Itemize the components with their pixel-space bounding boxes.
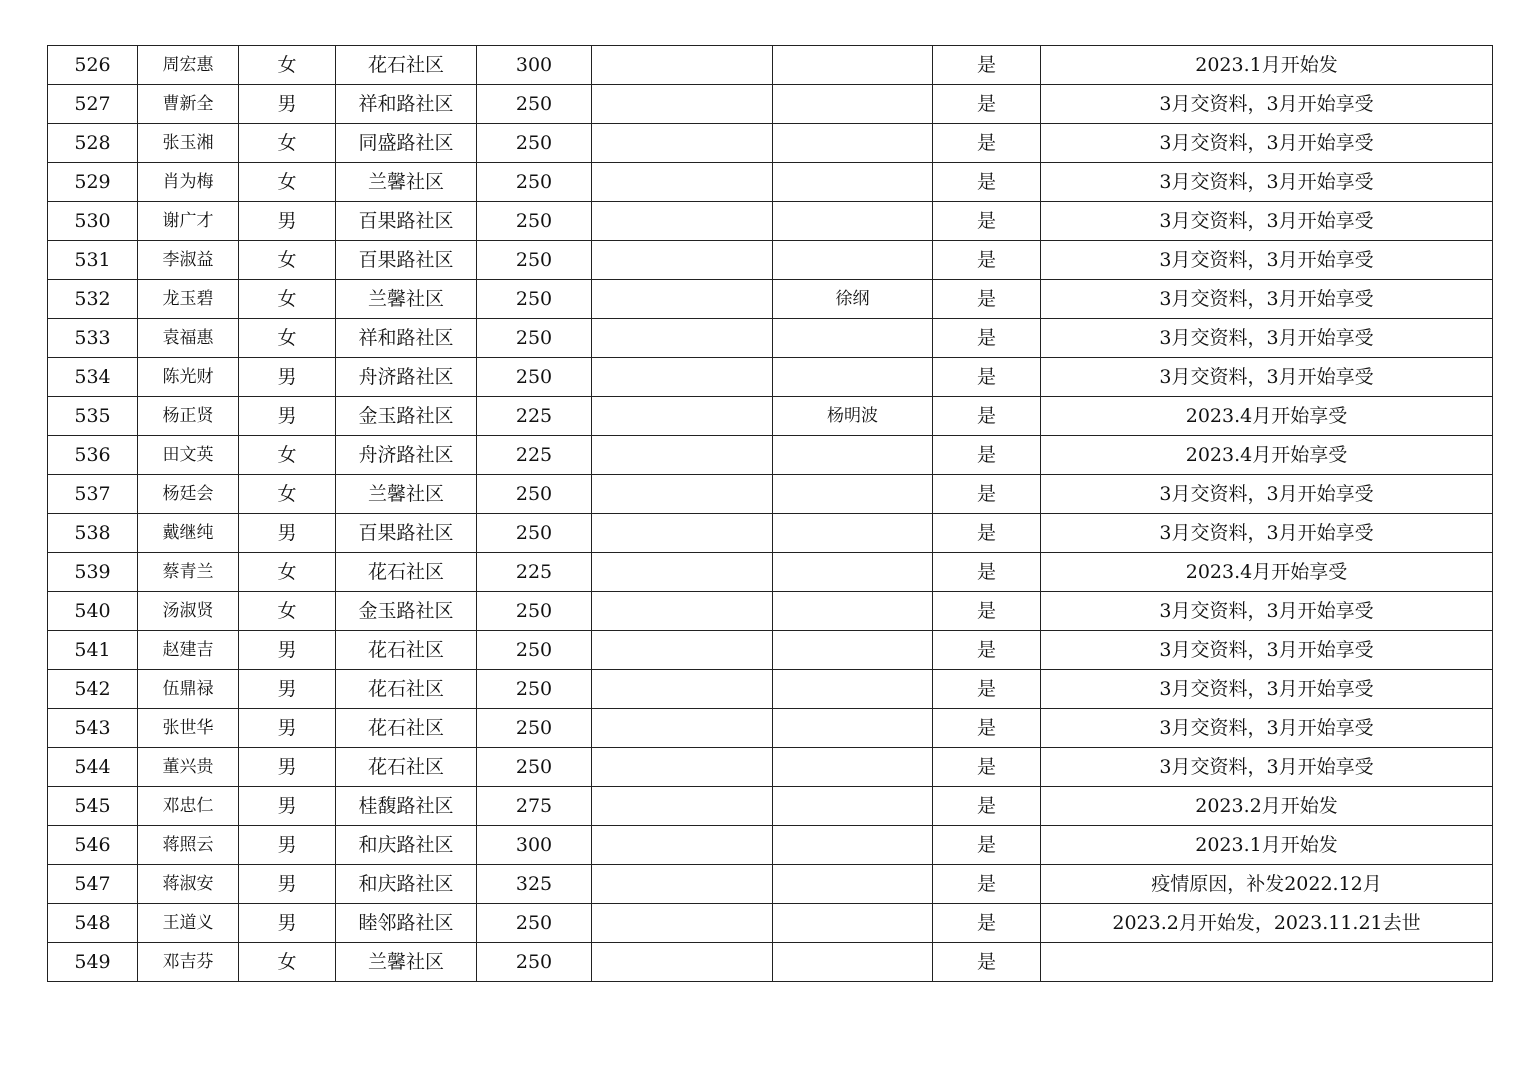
name-cell: 杨廷会: [138, 475, 239, 514]
community-cell: 兰馨社区: [336, 280, 477, 319]
table-row: [48, 319, 1493, 358]
agent-cell: [773, 592, 933, 631]
gender-cell: 男: [239, 787, 336, 826]
gender-cell: 男: [239, 202, 336, 241]
flag-cell: 是: [933, 631, 1041, 670]
note-cell: 2023.2月开始发，2023.11.21去世: [1041, 904, 1493, 943]
blank-cell: [592, 241, 773, 280]
table-row: [48, 553, 1493, 592]
amount-cell: 250: [477, 124, 592, 163]
blank-cell: [592, 709, 773, 748]
table-row: [48, 592, 1493, 631]
flag-cell: 是: [933, 475, 1041, 514]
community-cell: 和庆路社区: [336, 826, 477, 865]
table-row: [48, 436, 1493, 475]
flag-cell: 是: [933, 865, 1041, 904]
note-cell: 疫情原因，补发2022.12月: [1041, 865, 1493, 904]
agent-cell: [773, 85, 933, 124]
flag-cell: 是: [933, 709, 1041, 748]
row-number-cell: 540: [48, 592, 138, 631]
community-cell: 兰馨社区: [336, 943, 477, 982]
flag-cell: 是: [933, 904, 1041, 943]
note-cell: 3月交资料，3月开始享受: [1041, 163, 1493, 202]
flag-cell: 是: [933, 124, 1041, 163]
flag-cell: 是: [933, 397, 1041, 436]
blank-cell: [592, 943, 773, 982]
table-row: [48, 514, 1493, 553]
flag-cell: 是: [933, 163, 1041, 202]
name-cell: 陈光财: [138, 358, 239, 397]
name-cell: 蔡青兰: [138, 553, 239, 592]
amount-cell: 250: [477, 709, 592, 748]
amount-cell: 250: [477, 163, 592, 202]
gender-cell: 男: [239, 904, 336, 943]
gender-cell: 女: [239, 943, 336, 982]
agent-cell: [773, 904, 933, 943]
table-row: [48, 865, 1493, 904]
name-cell: 张玉湘: [138, 124, 239, 163]
blank-cell: [592, 85, 773, 124]
community-cell: 百果路社区: [336, 202, 477, 241]
table-row: [48, 280, 1493, 319]
community-cell: 睦邻路社区: [336, 904, 477, 943]
amount-cell: 250: [477, 631, 592, 670]
row-number-cell: 548: [48, 904, 138, 943]
community-cell: 百果路社区: [336, 514, 477, 553]
agent-cell: [773, 865, 933, 904]
community-cell: 花石社区: [336, 631, 477, 670]
community-cell: 和庆路社区: [336, 865, 477, 904]
flag-cell: 是: [933, 46, 1041, 85]
agent-cell: [773, 631, 933, 670]
note-cell: 3月交资料，3月开始享受: [1041, 124, 1493, 163]
table-row: [48, 787, 1493, 826]
community-cell: 祥和路社区: [336, 319, 477, 358]
agent-cell: 杨明波: [773, 397, 933, 436]
gender-cell: 男: [239, 85, 336, 124]
community-cell: 花石社区: [336, 46, 477, 85]
agent-cell: [773, 436, 933, 475]
agent-cell: [773, 748, 933, 787]
flag-cell: 是: [933, 85, 1041, 124]
note-cell: 3月交资料，3月开始享受: [1041, 748, 1493, 787]
row-number-cell: 546: [48, 826, 138, 865]
note-cell: 3月交资料，3月开始享受: [1041, 709, 1493, 748]
row-number-cell: 544: [48, 748, 138, 787]
flag-cell: 是: [933, 358, 1041, 397]
amount-cell: 250: [477, 904, 592, 943]
agent-cell: [773, 241, 933, 280]
community-cell: 舟济路社区: [336, 436, 477, 475]
agent-cell: [773, 358, 933, 397]
note-cell: [1041, 943, 1493, 982]
row-number-cell: 536: [48, 436, 138, 475]
name-cell: 谢广才: [138, 202, 239, 241]
agent-cell: [773, 514, 933, 553]
name-cell: 袁福惠: [138, 319, 239, 358]
name-cell: 王道义: [138, 904, 239, 943]
name-cell: 邓忠仁: [138, 787, 239, 826]
blank-cell: [592, 904, 773, 943]
gender-cell: 女: [239, 280, 336, 319]
name-cell: 李淑益: [138, 241, 239, 280]
agent-cell: [773, 319, 933, 358]
amount-cell: 250: [477, 475, 592, 514]
community-cell: 桂馥路社区: [336, 787, 477, 826]
community-cell: 兰馨社区: [336, 475, 477, 514]
row-number-cell: 531: [48, 241, 138, 280]
note-cell: 3月交资料，3月开始享受: [1041, 631, 1493, 670]
name-cell: 伍鼎禄: [138, 670, 239, 709]
blank-cell: [592, 670, 773, 709]
table-row: [48, 202, 1493, 241]
row-number-cell: 549: [48, 943, 138, 982]
flag-cell: 是: [933, 592, 1041, 631]
row-number-cell: 528: [48, 124, 138, 163]
flag-cell: 是: [933, 943, 1041, 982]
amount-cell: 250: [477, 514, 592, 553]
record-table: [47, 45, 1493, 982]
flag-cell: 是: [933, 241, 1041, 280]
amount-cell: 250: [477, 670, 592, 709]
name-cell: 蒋照云: [138, 826, 239, 865]
blank-cell: [592, 163, 773, 202]
blank-cell: [592, 631, 773, 670]
gender-cell: 女: [239, 553, 336, 592]
note-cell: 3月交资料，3月开始享受: [1041, 592, 1493, 631]
name-cell: 龙玉碧: [138, 280, 239, 319]
gender-cell: 男: [239, 358, 336, 397]
amount-cell: 225: [477, 553, 592, 592]
community-cell: 花石社区: [336, 748, 477, 787]
community-cell: 舟济路社区: [336, 358, 477, 397]
community-cell: 金玉路社区: [336, 592, 477, 631]
note-cell: 2023.2月开始发: [1041, 787, 1493, 826]
agent-cell: [773, 124, 933, 163]
note-cell: 2023.1月开始发: [1041, 46, 1493, 85]
community-cell: 花石社区: [336, 709, 477, 748]
blank-cell: [592, 280, 773, 319]
agent-cell: [773, 826, 933, 865]
row-number-cell: 541: [48, 631, 138, 670]
community-cell: 花石社区: [336, 670, 477, 709]
gender-cell: 男: [239, 397, 336, 436]
blank-cell: [592, 475, 773, 514]
amount-cell: 225: [477, 436, 592, 475]
row-number-cell: 545: [48, 787, 138, 826]
community-cell: 金玉路社区: [336, 397, 477, 436]
note-cell: 2023.4月开始享受: [1041, 397, 1493, 436]
name-cell: 赵建吉: [138, 631, 239, 670]
flag-cell: 是: [933, 319, 1041, 358]
amount-cell: 250: [477, 241, 592, 280]
gender-cell: 女: [239, 436, 336, 475]
agent-cell: [773, 163, 933, 202]
table-row: [48, 397, 1493, 436]
flag-cell: 是: [933, 280, 1041, 319]
row-number-cell: 535: [48, 397, 138, 436]
row-number-cell: 537: [48, 475, 138, 514]
table-row: [48, 241, 1493, 280]
name-cell: 戴继纯: [138, 514, 239, 553]
blank-cell: [592, 787, 773, 826]
gender-cell: 女: [239, 124, 336, 163]
gender-cell: 男: [239, 670, 336, 709]
community-cell: 兰馨社区: [336, 163, 477, 202]
table-row: [48, 85, 1493, 124]
amount-cell: 325: [477, 865, 592, 904]
blank-cell: [592, 865, 773, 904]
table-row: [48, 46, 1493, 85]
note-cell: 2023.1月开始发: [1041, 826, 1493, 865]
community-cell: 同盛路社区: [336, 124, 477, 163]
gender-cell: 女: [239, 475, 336, 514]
row-number-cell: 529: [48, 163, 138, 202]
table-row: [48, 904, 1493, 943]
amount-cell: 250: [477, 592, 592, 631]
agent-cell: [773, 670, 933, 709]
note-cell: 3月交资料，3月开始享受: [1041, 319, 1493, 358]
agent-cell: [773, 46, 933, 85]
amount-cell: 250: [477, 202, 592, 241]
amount-cell: 275: [477, 787, 592, 826]
name-cell: 蒋淑安: [138, 865, 239, 904]
gender-cell: 女: [239, 46, 336, 85]
amount-cell: 250: [477, 358, 592, 397]
note-cell: 3月交资料，3月开始享受: [1041, 358, 1493, 397]
flag-cell: 是: [933, 748, 1041, 787]
gender-cell: 男: [239, 709, 336, 748]
table-body: [48, 46, 1493, 982]
table-row: [48, 709, 1493, 748]
gender-cell: 男: [239, 826, 336, 865]
flag-cell: 是: [933, 826, 1041, 865]
row-number-cell: 547: [48, 865, 138, 904]
note-cell: 3月交资料，3月开始享受: [1041, 241, 1493, 280]
table-row: [48, 826, 1493, 865]
gender-cell: 女: [239, 319, 336, 358]
name-cell: 曹新全: [138, 85, 239, 124]
name-cell: 董兴贵: [138, 748, 239, 787]
name-cell: 张世华: [138, 709, 239, 748]
community-cell: 祥和路社区: [336, 85, 477, 124]
row-number-cell: 526: [48, 46, 138, 85]
row-number-cell: 539: [48, 553, 138, 592]
flag-cell: 是: [933, 514, 1041, 553]
agent-cell: [773, 943, 933, 982]
community-cell: 花石社区: [336, 553, 477, 592]
gender-cell: 男: [239, 865, 336, 904]
table-row: [48, 943, 1493, 982]
flag-cell: 是: [933, 670, 1041, 709]
table-row: [48, 124, 1493, 163]
row-number-cell: 538: [48, 514, 138, 553]
amount-cell: 225: [477, 397, 592, 436]
blank-cell: [592, 397, 773, 436]
row-number-cell: 542: [48, 670, 138, 709]
name-cell: 邓吉芬: [138, 943, 239, 982]
blank-cell: [592, 826, 773, 865]
amount-cell: 250: [477, 85, 592, 124]
agent-cell: [773, 553, 933, 592]
note-cell: 2023.4月开始享受: [1041, 553, 1493, 592]
row-number-cell: 543: [48, 709, 138, 748]
table-row: [48, 358, 1493, 397]
flag-cell: 是: [933, 553, 1041, 592]
blank-cell: [592, 436, 773, 475]
note-cell: 2023.4月开始享受: [1041, 436, 1493, 475]
amount-cell: 250: [477, 748, 592, 787]
blank-cell: [592, 514, 773, 553]
gender-cell: 男: [239, 631, 336, 670]
row-number-cell: 532: [48, 280, 138, 319]
note-cell: 3月交资料，3月开始享受: [1041, 202, 1493, 241]
row-number-cell: 527: [48, 85, 138, 124]
note-cell: 3月交资料，3月开始享受: [1041, 514, 1493, 553]
blank-cell: [592, 124, 773, 163]
amount-cell: 300: [477, 46, 592, 85]
gender-cell: 女: [239, 592, 336, 631]
row-number-cell: 534: [48, 358, 138, 397]
note-cell: 3月交资料，3月开始享受: [1041, 475, 1493, 514]
agent-cell: [773, 475, 933, 514]
gender-cell: 女: [239, 241, 336, 280]
agent-cell: [773, 202, 933, 241]
blank-cell: [592, 46, 773, 85]
amount-cell: 250: [477, 319, 592, 358]
table-row: [48, 631, 1493, 670]
blank-cell: [592, 319, 773, 358]
agent-cell: [773, 709, 933, 748]
blank-cell: [592, 592, 773, 631]
row-number-cell: 533: [48, 319, 138, 358]
blank-cell: [592, 358, 773, 397]
gender-cell: 男: [239, 748, 336, 787]
note-cell: 3月交资料，3月开始享受: [1041, 85, 1493, 124]
flag-cell: 是: [933, 436, 1041, 475]
table-row: [48, 748, 1493, 787]
note-cell: 3月交资料，3月开始享受: [1041, 670, 1493, 709]
amount-cell: 250: [477, 943, 592, 982]
blank-cell: [592, 748, 773, 787]
table-row: [48, 670, 1493, 709]
agent-cell: [773, 787, 933, 826]
name-cell: 杨正贤: [138, 397, 239, 436]
blank-cell: [592, 202, 773, 241]
name-cell: 汤淑贤: [138, 592, 239, 631]
table-row: [48, 475, 1493, 514]
gender-cell: 女: [239, 163, 336, 202]
flag-cell: 是: [933, 202, 1041, 241]
note-cell: 3月交资料，3月开始享受: [1041, 280, 1493, 319]
table-row: [48, 163, 1493, 202]
gender-cell: 男: [239, 514, 336, 553]
agent-cell: 徐纲: [773, 280, 933, 319]
amount-cell: 250: [477, 280, 592, 319]
name-cell: 田文英: [138, 436, 239, 475]
row-number-cell: 530: [48, 202, 138, 241]
community-cell: 百果路社区: [336, 241, 477, 280]
flag-cell: 是: [933, 787, 1041, 826]
name-cell: 周宏惠: [138, 46, 239, 85]
name-cell: 肖为梅: [138, 163, 239, 202]
blank-cell: [592, 553, 773, 592]
amount-cell: 300: [477, 826, 592, 865]
